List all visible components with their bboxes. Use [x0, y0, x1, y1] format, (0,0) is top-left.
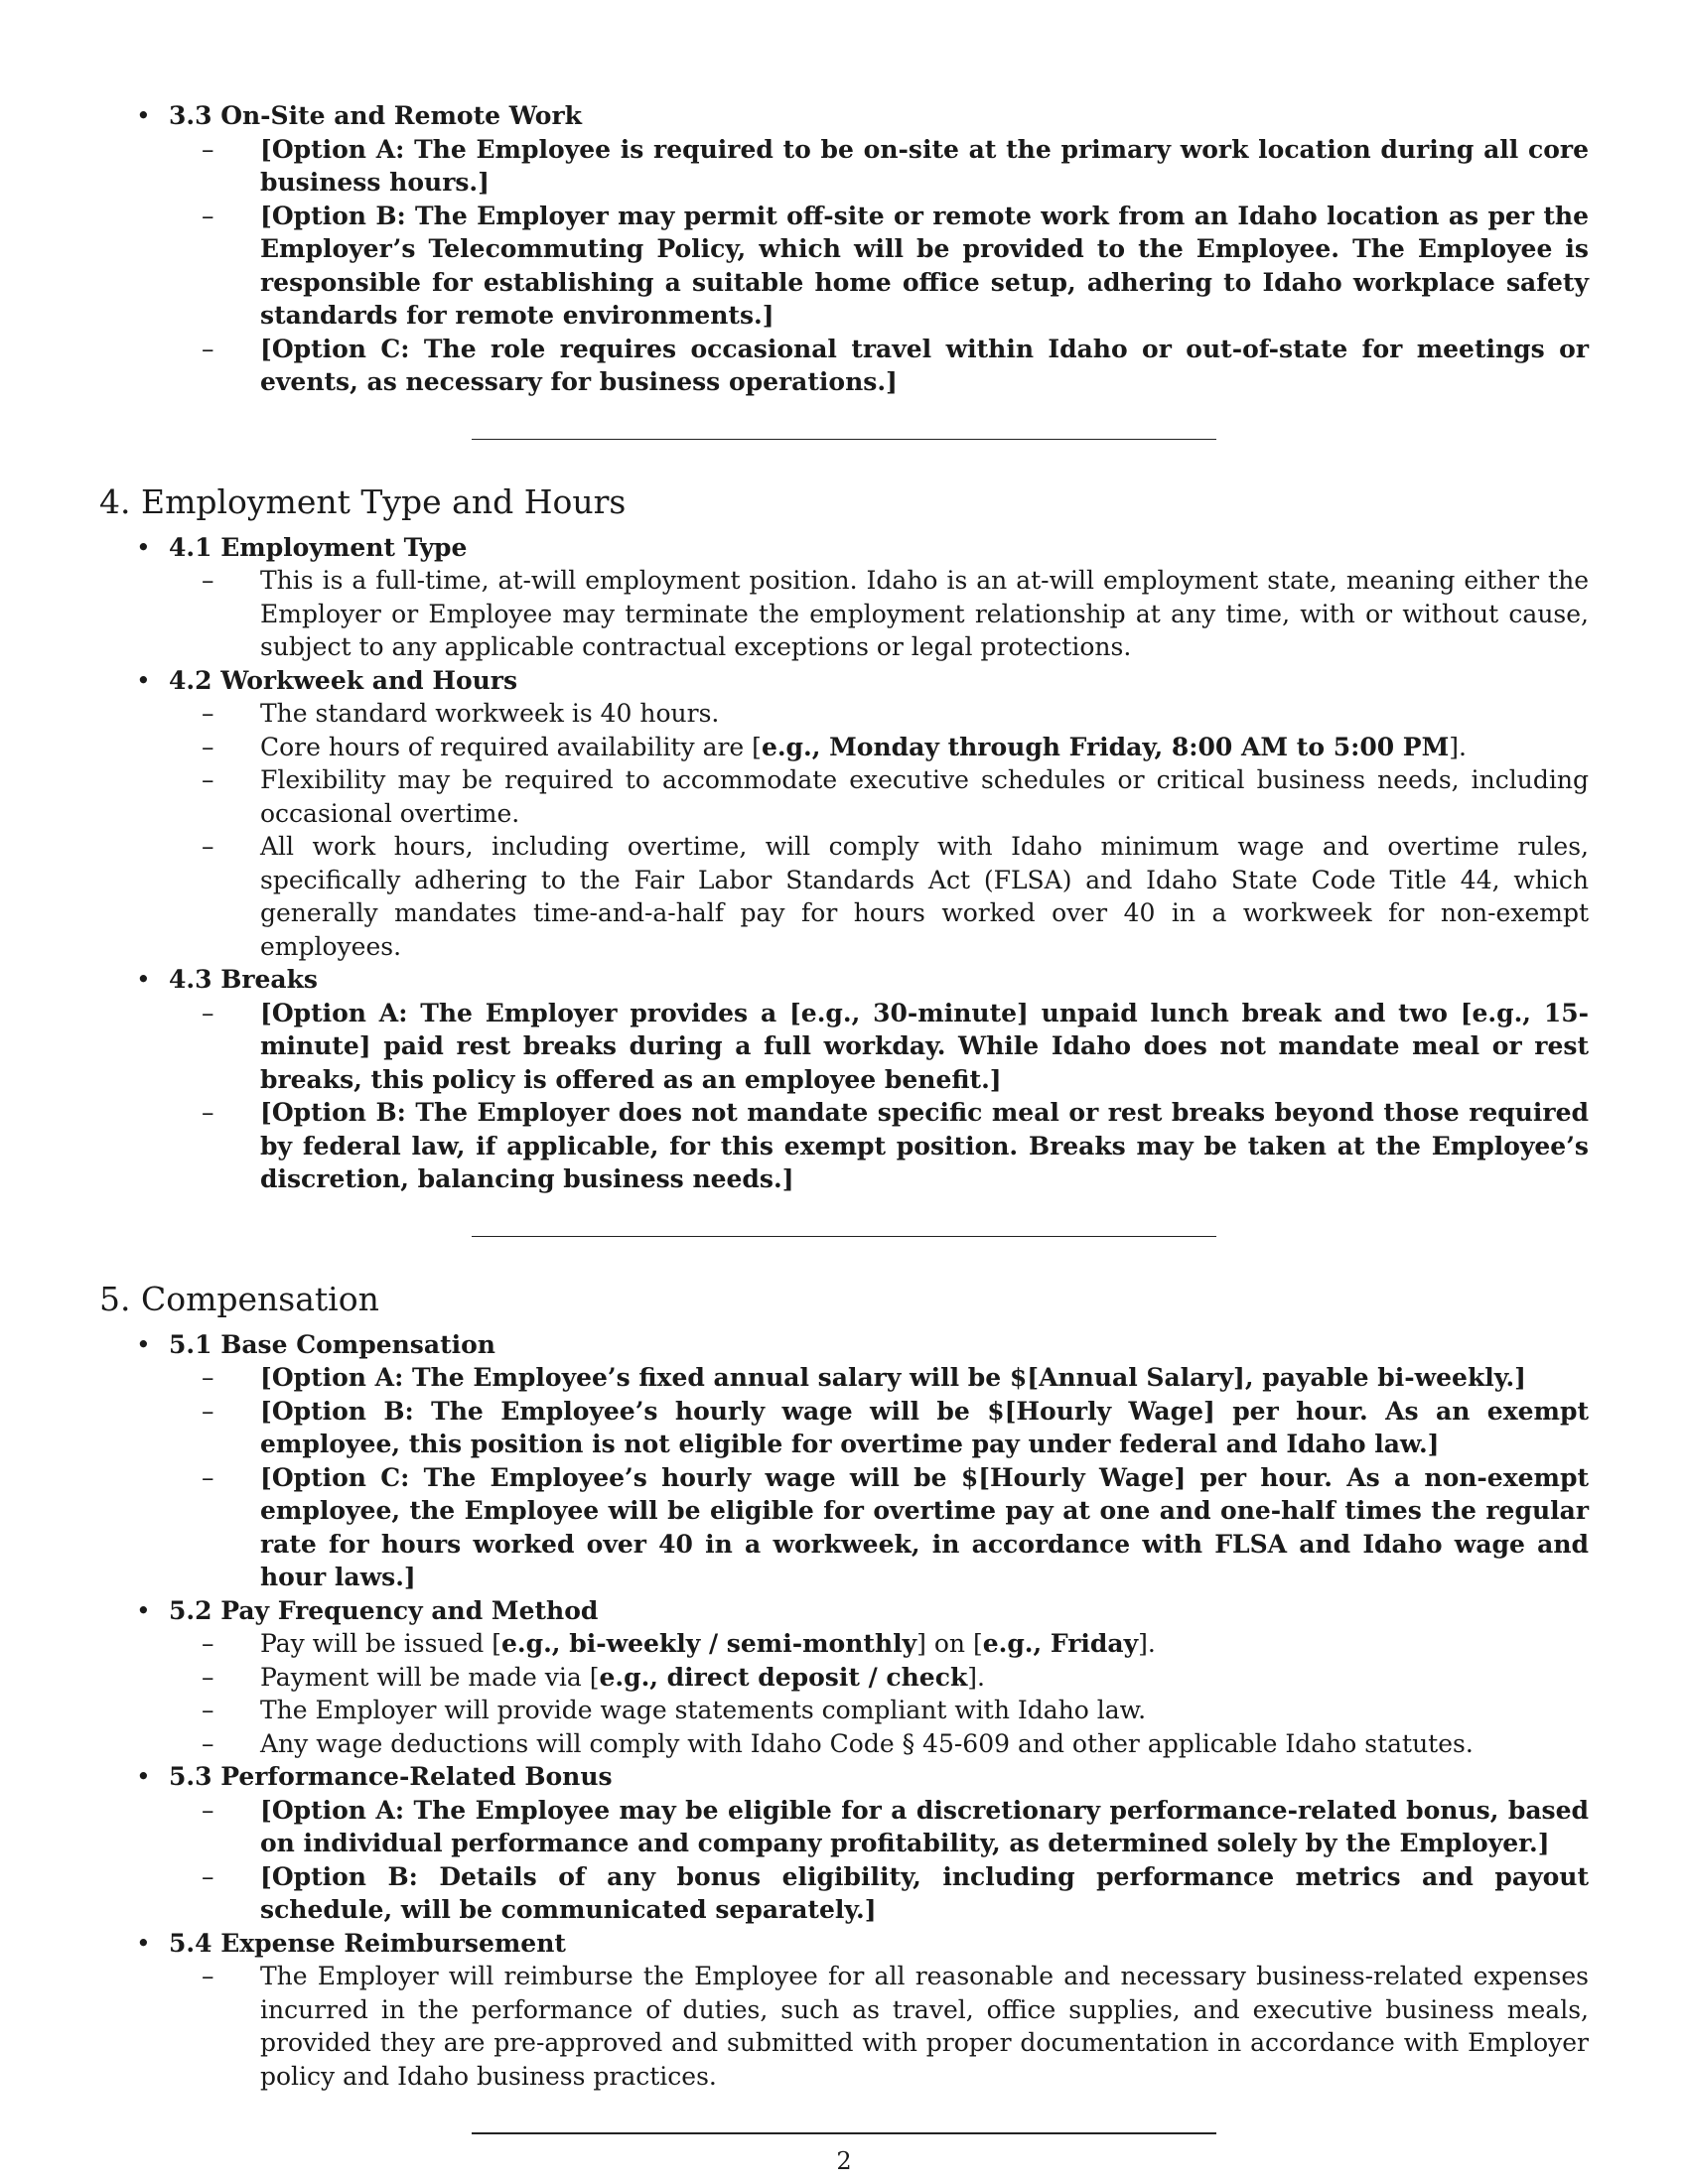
placeholder-text: e.g., Monday through Friday, 8:00 AM to 5:00 PM [761, 732, 1450, 761]
option-b-item [202, 200, 1589, 333]
subsection-5-3 [99, 1760, 1589, 1927]
option-a-item [202, 1361, 1589, 1395]
list-item [202, 731, 1589, 764]
subsection-title: 4.3 Breaks [169, 965, 318, 994]
dash-glyph: – [202, 765, 214, 794]
item-text: ]. [1449, 732, 1467, 761]
subsection-title: 5.1 Base Compensation [169, 1329, 495, 1359]
option-text: [Option B: The Employee’s hourly wage will be $[Hourly Wage] per hour. As an exempt employee, this position is not eligible for overtime pay under federal and Idaho law.] [260, 1396, 1589, 1458]
dash-glyph: – [202, 1962, 214, 1990]
dash-glyph: – [202, 566, 214, 595]
placeholder-text: e.g., bi-weekly / semi-monthly [501, 1629, 917, 1658]
option-text: [Option A: The Employee’s fixed annual salary will be $[Annual Salary], payable bi-weekly.] [260, 1363, 1526, 1392]
subsection-items [169, 1794, 1589, 1927]
list-item [202, 1694, 1589, 1727]
item-text: The standard workweek is 40 hours. [260, 699, 720, 728]
item-text: ]. [967, 1662, 985, 1692]
item-text: ]. [1138, 1629, 1156, 1658]
dash-glyph: – [202, 134, 214, 164]
option-b-item [202, 1395, 1589, 1461]
option-a-item [202, 1794, 1589, 1860]
subsection-items [169, 1960, 1589, 2093]
option-text: [Option B: The Employer may permit off-site or remote work from an Idaho location as per the Employer’s Telecommuting Policy, which will be provided to the Employee. The Employee is responsible for establishing a suitable home office setup, adhering to Idaho workplace safety standards for remote environments.] [260, 201, 1589, 330]
bullet-glyph: • [136, 101, 151, 130]
placeholder-text: e.g., direct deposit / check [599, 1662, 968, 1692]
section-4-list [99, 531, 1589, 1196]
dash-glyph: – [202, 1462, 214, 1492]
bullet-glyph: • [136, 965, 151, 994]
list-item [202, 564, 1589, 664]
subsection-items [169, 697, 1589, 963]
section-heading-5: 5. Compensation [99, 1279, 379, 1318]
subsection-title: 3.3 On-Site and Remote Work [169, 101, 582, 130]
subsection-5-1 [99, 1328, 1589, 1594]
option-a-item [202, 133, 1589, 200]
dash-glyph: – [202, 998, 214, 1027]
dash-glyph: – [202, 1363, 214, 1392]
subsection-title: 5.4 Expense Reimbursement [169, 1928, 566, 1958]
option-text: [Option B: Details of any bonus eligibility, including performance metrics and payout schedule, will be communicated separately.] [260, 1861, 1589, 1924]
dash-glyph: – [202, 732, 214, 761]
bullet-glyph: • [136, 1329, 151, 1359]
section-3-list [99, 99, 1589, 399]
subsection-items [169, 997, 1589, 1196]
dash-glyph: – [202, 1728, 214, 1758]
option-text: [Option A: The Employer provides a [e.g., 30-minute] unpaid lunch break and two [e.g., 15-minute] paid rest breaks during a full workday. While Idaho does not mandate meal or rest breaks, this policy is offered as an employee benefit.] [260, 998, 1589, 1094]
item-text: Core hours of required availability are [ [260, 732, 762, 761]
option-b-item [202, 1096, 1589, 1196]
option-text: [Option A: The Employee may be eligible for a discretionary performance-related bonus, based on individual performance and company profitability, as determined solely by the Employer.] [260, 1795, 1589, 1857]
dash-glyph: – [202, 1396, 214, 1426]
section-divider [472, 439, 1216, 440]
list-item [202, 763, 1589, 830]
dash-glyph: – [202, 699, 214, 728]
subsection-title: 5.3 Performance-Related Bonus [169, 1762, 613, 1791]
list-item [202, 1727, 1589, 1761]
bullet-glyph: • [136, 1762, 151, 1791]
subsection-title: 4.2 Workweek and Hours [169, 665, 518, 695]
subsection-items [169, 133, 1589, 399]
list-item [202, 1661, 1589, 1695]
option-text: [Option A: The Employee is required to be on-site at the primary work location during all core business hours.] [260, 134, 1589, 197]
option-c-item [202, 333, 1589, 399]
subsection-5-4 [99, 1927, 1589, 2094]
item-text: ] on [ [916, 1629, 983, 1658]
dash-glyph: – [202, 1098, 214, 1127]
dash-glyph: – [202, 201, 214, 230]
option-b-item [202, 1860, 1589, 1927]
option-text: [Option C: The role requires occasional travel within Idaho or out-of-state for meetings or events, as necessary for business operations.] [260, 334, 1589, 396]
dash-glyph: – [202, 1662, 214, 1692]
item-text: Payment will be made via [ [260, 1662, 600, 1692]
option-c-item [202, 1461, 1589, 1594]
subsection-title: 4.1 Employment Type [169, 532, 468, 562]
subsection-4-3 [99, 963, 1589, 1196]
subsection-title: 5.2 Pay Frequency and Method [169, 1595, 599, 1625]
dash-glyph: – [202, 334, 214, 363]
list-item [202, 697, 1589, 731]
dash-glyph: – [202, 1629, 214, 1658]
dash-glyph: – [202, 1696, 214, 1724]
subsection-4-2 [99, 664, 1589, 964]
option-text: [Option B: The Employer does not mandate specific meal or rest breaks beyond those required by federal law, if applicable, for this exempt position. Breaks may be taken at the Employee’s discretion, balancing business needs.] [260, 1098, 1589, 1193]
subsection-5-2 [99, 1594, 1589, 1761]
bullet-glyph: • [136, 1595, 151, 1625]
list-item [202, 1627, 1589, 1661]
item-text: Flexibility may be required to accommodate executive schedules or critical business needs, including occasional overtime. [260, 765, 1589, 828]
bullet-glyph: • [136, 665, 151, 695]
item-text: Pay will be issued [ [260, 1629, 502, 1658]
bullet-glyph: • [136, 532, 151, 562]
subsection-4-1 [99, 531, 1589, 664]
subsection-3-3 [99, 99, 1589, 399]
item-text: The Employer will provide wage statements compliant with Idaho law. [260, 1696, 1147, 1724]
section-divider [472, 2132, 1216, 2134]
option-a-item [202, 997, 1589, 1097]
section-5-list [99, 1328, 1589, 2094]
item-text: The Employer will reimburse the Employee for all reasonable and necessary business-related expenses incurred in the performance of duties, such as travel, office supplies, and executive business meals, provided they are pre-approved and submitted with proper documentation in accordance with Employer policy and Idaho business practices. [260, 1962, 1589, 2091]
dash-glyph: – [202, 1795, 214, 1825]
dash-glyph: – [202, 1861, 214, 1891]
item-text: This is a full-time, at-will employment position. Idaho is an at-will employment state, meaning either the Employer or Employee may terminate the employment relationship at any time, with or without cause, subject to any applicable contractual exceptions or legal protections. [260, 566, 1589, 661]
list-item [202, 1960, 1589, 2093]
subsection-items [169, 1627, 1589, 1760]
document-body [99, 99, 1589, 2134]
item-text: Any wage deductions will comply with Idaho Code § 45-609 and other applicable Idaho statutes. [260, 1728, 1474, 1758]
section-divider [472, 1236, 1216, 1237]
section-heading-4: 4. Employment Type and Hours [99, 481, 627, 521]
subsection-items [169, 564, 1589, 664]
bullet-glyph: • [136, 1928, 151, 1958]
item-text: All work hours, including overtime, will comply with Idaho minimum wage and overtime rules, specifically adhering to the Fair Labor Standards Act (FLSA) and Idaho State Code Title 44, which generally mandates time-and-a-half pay for hours worked over 40 in a workweek for non-exempt employees. [260, 832, 1589, 961]
list-item [202, 830, 1589, 963]
dash-glyph: – [202, 832, 214, 861]
placeholder-text: e.g., Friday [982, 1629, 1139, 1658]
subsection-items [169, 1361, 1589, 1594]
option-text: [Option C: The Employee’s hourly wage will be $[Hourly Wage] per hour. As a non-exempt employee, the Employee will be eligible for overtime pay at one and one-half times the regular rate for hours worked over 40 in a workweek, in accordance with FLSA and Idaho wage and hour laws.] [260, 1462, 1589, 1591]
page-number: 2 [836, 2147, 852, 2175]
